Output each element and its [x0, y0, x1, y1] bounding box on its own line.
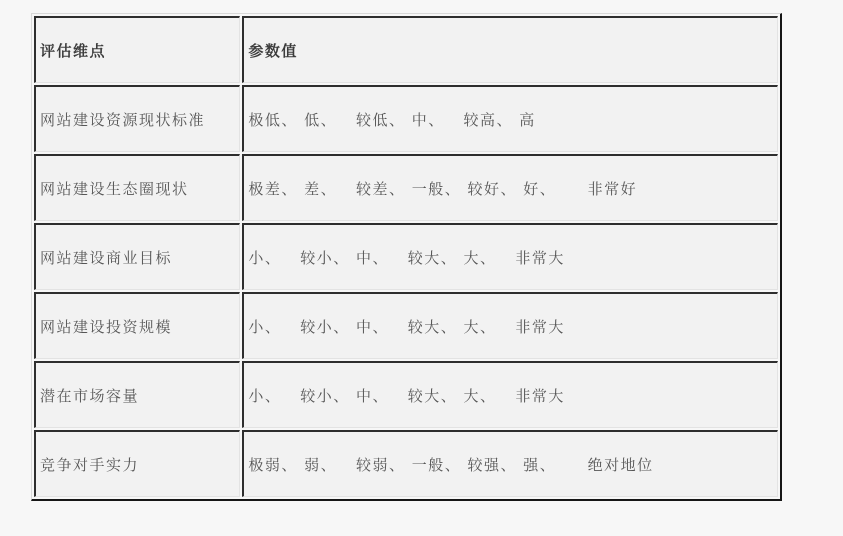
column-header-dimension: 评估维点 [34, 16, 240, 83]
header-row [34, 16, 778, 83]
evaluation-parameters-table [31, 13, 782, 501]
values-cell: 极差、 差、 较差、 一般、 较好、 好、 非常好 [242, 154, 778, 221]
table-row [34, 223, 778, 290]
table-row [34, 85, 778, 152]
values-cell: 小、 较小、 中、 较大、 大、 非常大 [242, 361, 778, 428]
values-cell: 小、 较小、 中、 较大、 大、 非常大 [242, 223, 778, 290]
values-cell: 极低、 低、 较低、 中、 较高、 高 [242, 85, 778, 152]
column-header-values: 参数值 [242, 16, 778, 83]
values-cell: 小、 较小、 中、 较大、 大、 非常大 [242, 292, 778, 359]
dimension-cell: 网站建设投资规模 [34, 292, 240, 359]
values-cell: 极弱、 弱、 较弱、 一般、 较强、 强、 绝对地位 [242, 430, 778, 497]
table-row [34, 361, 778, 428]
dimension-cell: 网站建设生态圈现状 [34, 154, 240, 221]
table-row [34, 430, 778, 497]
table-row [34, 154, 778, 221]
dimension-cell: 潜在市场容量 [34, 361, 240, 428]
dimension-cell: 网站建设商业目标 [34, 223, 240, 290]
table-row [34, 292, 778, 359]
dimension-cell: 竞争对手实力 [34, 430, 240, 497]
dimension-cell: 网站建设资源现状标准 [34, 85, 240, 152]
